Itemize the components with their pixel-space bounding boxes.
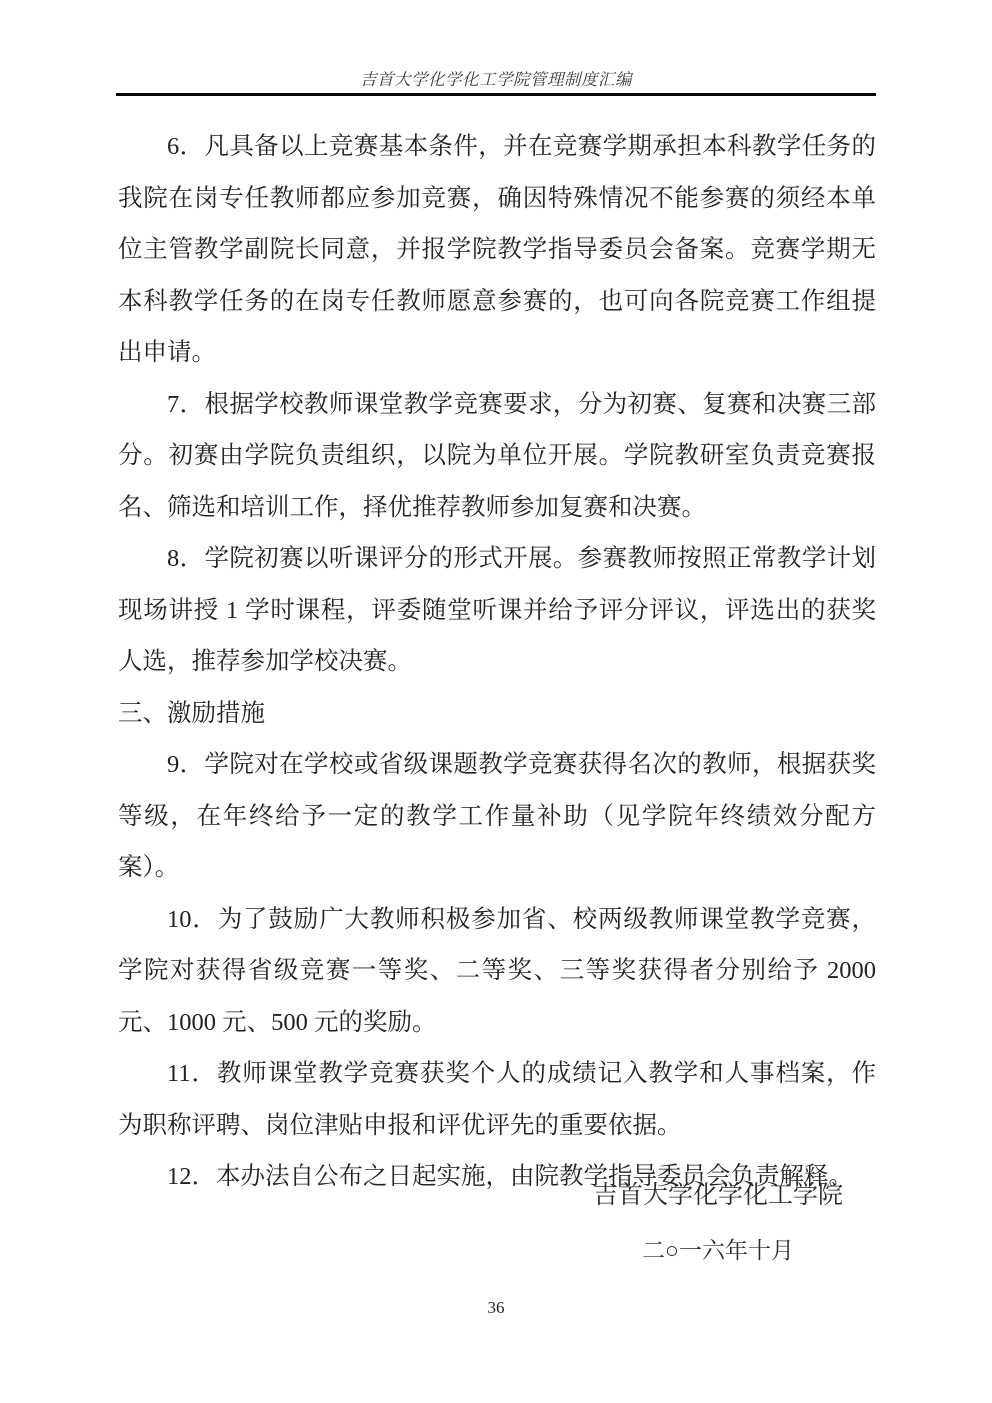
- header-rule-line: [116, 93, 876, 96]
- paragraph-item-6: 6．凡具备以上竞赛基本条件，并在竞赛学期承担本科教学任务的我院在岗专任教师都应参加竞赛，确因特殊情况不能参赛的须经本单位主管教学副院长同意，并报学院教学指导委员会备案。竞赛学期无本科教学任务的在岗专任教师愿意参赛的，也可向各院竞赛工作组提出申请。: [118, 133, 876, 366]
- paragraph-item-12: 12．本办法自公布之日起实施，由院教学指导委员会负责解释。: [167, 1163, 853, 1190]
- paragraph-item-8: 8．学院初赛以听课评分的形式开展。参赛教师按照正常教学计划现场讲授 1 学时课程，评委随堂听课并给予评分评议，评选出的获奖人选，推荐参加学校决赛。: [118, 545, 876, 675]
- running-header-title: 吉首大学化学化工学院管理制度汇编: [360, 70, 632, 89]
- document-body: [118, 121, 876, 1203]
- paragraph-item-7: 7．根据学校教师课堂教学竞赛要求，分为初赛、复赛和决赛三部分。初赛由学院负责组织，以院为单位开展。学院教研室负责竞赛报名、筛选和培训工作，择优推荐教师参加复赛和决赛。: [118, 390, 876, 521]
- paragraph-item-11: 11．教师课堂教学竞赛获奖个人的成绩记入教学和人事档案，作为职称评聘、岗位津贴申报和评优评先的重要依据。: [118, 1060, 876, 1139]
- signature-block: [560, 1168, 876, 1278]
- signature-date: 二○一六年十月: [642, 1238, 794, 1263]
- paragraph-item-9: 9．学院对在学校或省级课题教学竞赛获得名次的教师，根据获奖等级，在年终给予一定的教学工作量补助（见学院年终绩效分配方案）。: [118, 751, 876, 881]
- signature-organization: 吉首大学化学化工学院: [592, 1182, 843, 1209]
- paragraph-item-10: 10．为了鼓励广大教师积极参加省、校两级教师课堂教学竞赛，学院对获得省级竞赛一等奖、二等奖、三等奖获得者分别给予 2000 元、1000 元、500 元的奖励。: [118, 905, 876, 1036]
- section-heading-incentives: 三、激励措施: [118, 699, 265, 727]
- page-number: 36: [487, 1298, 505, 1317]
